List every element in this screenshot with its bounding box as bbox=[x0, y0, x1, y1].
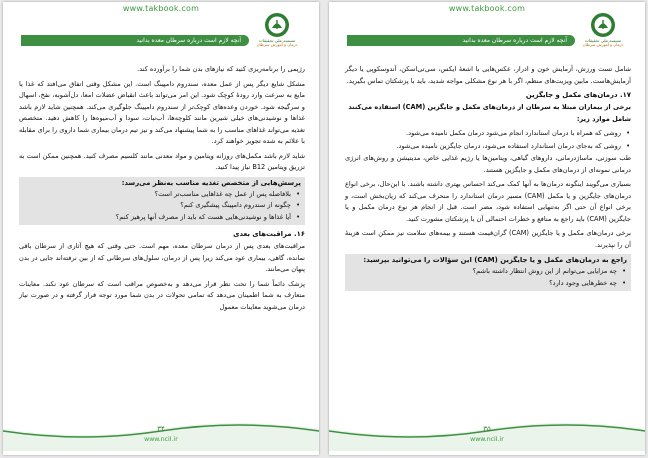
header-band bbox=[347, 35, 575, 46]
box-item: • چگونه از سندروم دامپینگ پیشگیری کنم؟ bbox=[23, 200, 301, 212]
box-item: • آیا غذاها و نوشیدنی‌هایی هست که باید از مصرف آنها پرهیز کنم؟ bbox=[23, 212, 301, 224]
box-title: پرسش‌هایی از متخصص تغذیه مناسب به‌نظر می‌رسد: bbox=[121, 178, 301, 187]
paragraph: رژیمی را برنامه‌ریزی کنید که نیازهای بدن شما را برآورده کند. bbox=[137, 65, 305, 73]
right-page bbox=[329, 2, 645, 455]
site-url: www.takbook.com bbox=[448, 4, 526, 13]
box-title: راجع به درمان‌های مکمل و یا جایگزین (CAM) این سؤالات را می‌توانید بپرسید: bbox=[363, 256, 627, 264]
list-item: • روشی که به‌جای درمان استاندارد استفاده می‌شود، درمان جایگزین نامیده می‌شود. bbox=[345, 141, 631, 153]
header-title: آنچه لازم است درباره سرطان معده بدانید bbox=[136, 37, 241, 44]
questions-box bbox=[345, 254, 631, 291]
logo-line1: مسسه ملی تحقیقات bbox=[258, 38, 296, 43]
section-heading: ۱۶. مراقبت‌های بعدی bbox=[233, 230, 305, 238]
paragraph: مراقبت‌های بعدی پس از درمان سرطان معده، مهم است. حتی وقتی که هیچ آثاری از سرطان باقی نمانده، گاهی، بیماری عود می‌کند زیرا پس از درمان، سلول‌های سرطانی که از بین نرفته‌اند جایی در بدن پنهان می‌مانند. bbox=[19, 242, 305, 273]
paragraph: شامل تست ورزش، آزمایش خون و ادرار، عکس‌هایی با اشعهٔ ایکس، سی‌تی‌اسکن، آندوسکوپی یا دیگر آزمایش‌هاست. مابین ویزیت‌های منظم، اگر با هر نوع مشکلی مواجه شدید، باید با پزشکتان تماس بگیرید. bbox=[345, 65, 631, 85]
lead-text: برخی از بیماران مبتلا به سرطان از درمان‌های مکمل و جایگزین (CAM) استفاده می‌کنند شامل موارد زیر: bbox=[348, 103, 631, 123]
box-item: • بلافاصله پس از عمل چه غذاهایی مناسب‌تر است؟ bbox=[23, 189, 301, 201]
paragraph: برخی درمان‌های مکمل و یا جایگزین (CAM) گران‌قیمت هستند و بیمه‌های سلامت نیز ممکن است هزینهٔ آن را نپذیرند. bbox=[345, 229, 631, 249]
section-heading: ۱۷. درمان‌های مکمل و جایگزین bbox=[525, 91, 631, 99]
institute-logo bbox=[253, 12, 301, 60]
footer-url: www.nciI.ir bbox=[144, 436, 178, 443]
paragraph: طب سوزنی، ماساژدرمانی، داروهای گیاهی، ویتامین‌ها یا رژیم غذایی خاص، مدیتیشن و روش‌های انرژی درمانی نمونه‌ای از درمان‌های مکمل و جایگزین هستند. bbox=[345, 154, 631, 174]
logo-emblem-icon bbox=[264, 12, 290, 38]
logo-line2: درمان و آموزش سرطان bbox=[582, 42, 624, 47]
paragraph: بسیاری می‌گویند اینگونه درمان‌ها به آنها کمک می‌کند احساس بهتری داشته باشند. با این‌حال، برخی انواع درمان‌های جایگزین و یا مکمل (CAM) مسیر درمان استاندارد را منحرف می‌کند که زیان‌بخش است، و برخی انواع آن حتی اگر به‌تنهایی استفاده شود، مضر است. قبل از انجام هر نوع درمان مکمل و یا جایگزین (CAM) باید راجع به منافع و خطرات احتمالی آن با پزشکتان مشورت کنید. bbox=[345, 180, 631, 223]
page-footer bbox=[3, 421, 319, 451]
paragraph: پزشک دائماً شما را تحت نظر قرار می‌دهد و به‌خصوص مراقب است که سرطان عود نکند. معاینات متعارف به شما اطمینان می‌دهد که تمامی تحولات در بدن شما مورد توجه قرار گرفته و در صورت نیاز درمان می‌شوید معاینات معمول bbox=[19, 279, 305, 311]
paragraph: شاید لازم باشد مکمل‌های روزانه ویتامین و مواد معدنی مانند کلسیم مصرف کنید. همچنین ممکن است به تزریق ویتامین B12 نیاز پیدا کنید. bbox=[19, 151, 305, 171]
site-url: www.takbook.com bbox=[122, 4, 200, 13]
list-item: • روشی که همراه با درمان استاندارد انجام می‌شود درمان مکمل نامیده می‌شود. bbox=[345, 128, 631, 140]
box-item: • چه مزایایی می‌توانم از این روش انتظار داشته باشم؟ bbox=[349, 266, 627, 278]
logo-emblem-icon bbox=[590, 12, 616, 38]
page-number: ۳۵ bbox=[483, 425, 491, 433]
logo-line1: مسسه ملی تحقیقات bbox=[584, 38, 622, 43]
footer-url: www.nciI.ir bbox=[470, 436, 504, 443]
box-item: • چه خطرهایی وجود دارد؟ bbox=[349, 278, 627, 290]
right-content bbox=[345, 64, 631, 295]
page-footer bbox=[329, 421, 645, 451]
paragraph: مشکل شایع دیگر پس از عمل معده، سندروم دامپینگ است. این مشکل وقتی اتفاق می‌افتد که غذا یا مایع به سرعت وارد رودهٔ کوچک شود. این امر می‌تواند باعث انقباض عضلات امعا، دل‌آشوبه، نفخ، اسهال و سرگیجه شود. خوردن وعده‌های کوچک‌تر از سندروم دامپینگ جلوگیری می‌کند. همچنین شاید لازم باشد غذاها و نوشیدنی‌های خیلی شیرین مانند کلوچه‌ها، آب‌نبات، سودا و آب‌میوه‌ها را کاهش دهید. متخصص تغذیه می‌تواند غذاهای مناسب را به شما پیشنهاد می‌کند و نیز تیم درمان بیماری شما داروی را برای مقابله با علائم به شده تجویز خواهند کرد. bbox=[19, 79, 305, 145]
logo-line2: درمان و آموزش سرطان bbox=[256, 42, 298, 47]
header-band bbox=[21, 35, 249, 46]
left-page bbox=[3, 2, 319, 455]
page-number: ۳۴ bbox=[157, 425, 165, 433]
header-title: آنچه لازم است درباره سرطان معده بدانید bbox=[462, 37, 567, 44]
left-content bbox=[19, 64, 305, 316]
institute-logo bbox=[579, 12, 627, 60]
questions-box bbox=[19, 177, 305, 226]
